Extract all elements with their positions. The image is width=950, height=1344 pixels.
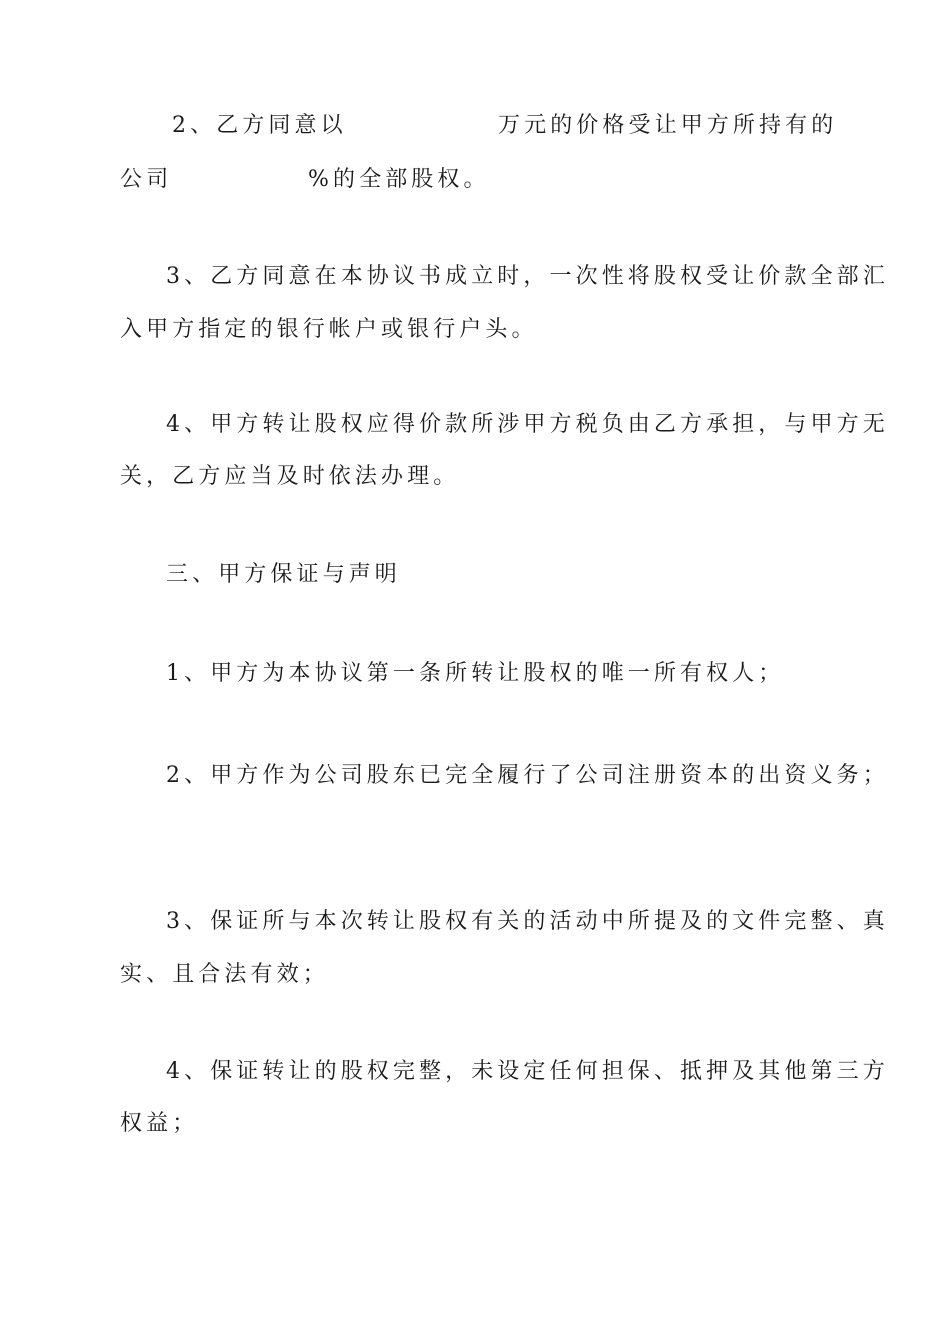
paragraph-2-line-2 bbox=[120, 160, 832, 200]
section-3-item-1: 1、甲方为本协议第一条所转让股权的唯一所有权人； bbox=[166, 661, 785, 686]
section-3-item-3-line-1: 3、保证所与本次转让股权有关的活动中所提及的文件完整、真 bbox=[166, 909, 889, 934]
paragraph-4-line-1: 4、甲方转让股权应得价款所涉甲方税负由乙方承担，与甲方无 bbox=[166, 412, 889, 437]
paragraph-2-text-a: 2、乙方同意以 bbox=[172, 113, 347, 138]
section-3-item-4-line-2: 权益； bbox=[120, 1111, 199, 1136]
paragraph-2-text-b: 万元的价格受让甲方所持有的 bbox=[498, 113, 838, 138]
paragraph-2-text-d: %的全部股权。 bbox=[308, 167, 490, 192]
section-3-item-2: 2、甲方作为公司股东已完全履行了公司注册资本的出资义务； bbox=[166, 763, 889, 788]
section-3-heading: 三、甲方保证与声明 bbox=[166, 562, 401, 587]
paragraph-3-line-1: 3、乙方同意在本协议书成立时，一次性将股权受让价款全部汇 bbox=[166, 264, 889, 289]
paragraph-2-text-c: 公司 bbox=[120, 167, 173, 192]
paragraph-2-line-1 bbox=[172, 106, 838, 146]
paragraph-4-line-2: 关，乙方应当及时依法办理。 bbox=[120, 464, 460, 489]
section-3-item-3-line-2: 实、且合法有效； bbox=[120, 962, 329, 987]
paragraph-3-line-2: 入甲方指定的银行帐户或银行户头。 bbox=[120, 317, 538, 342]
section-3-item-4-line-1: 4、保证转让的股权完整，未设定任何担保、抵押及其他第三方 bbox=[166, 1059, 889, 1084]
